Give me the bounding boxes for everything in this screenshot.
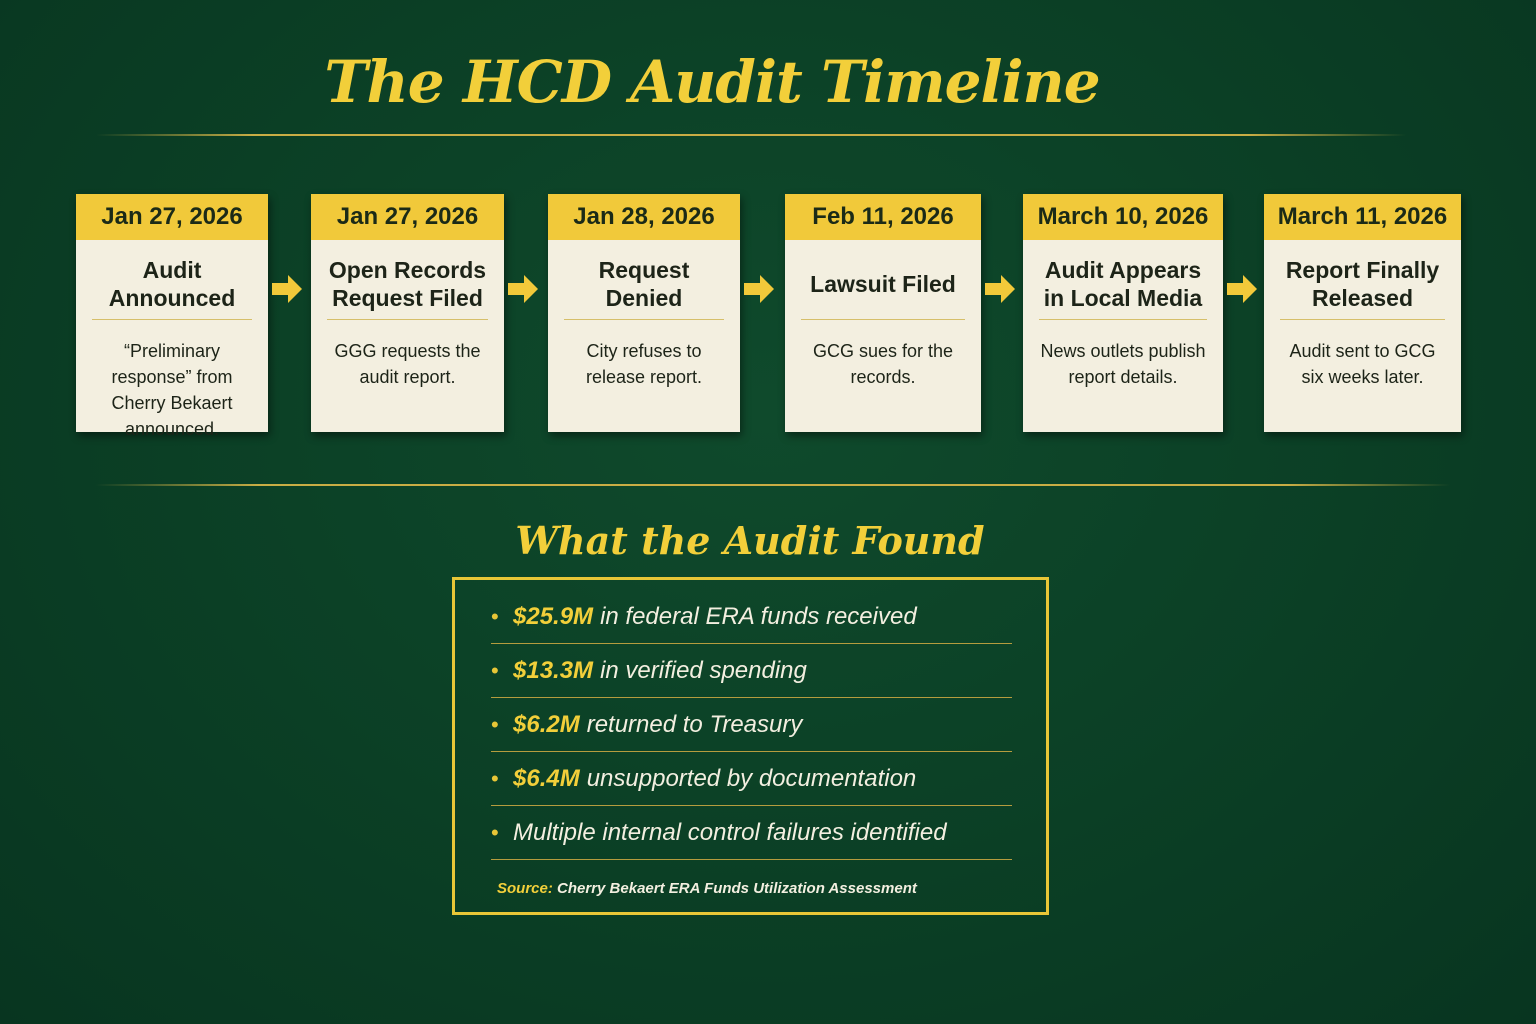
finding-item [491, 752, 1012, 806]
timeline-heading: Request Denied [564, 256, 724, 320]
findings-title: What the Audit Found [515, 518, 985, 563]
finding-item [491, 698, 1012, 752]
source-label: Source: [497, 880, 553, 897]
timeline-description: News outlets publish report details. [1040, 341, 1206, 387]
finding-text: unsupported by documentation [586, 764, 917, 792]
finding-text: in federal ERA funds received [600, 602, 917, 630]
timeline-date: March 10, 2026 [1023, 194, 1223, 240]
timeline-date: March 11, 2026 [1264, 194, 1461, 240]
timeline-description: GGG requests the audit report. [334, 341, 481, 387]
finding-item [491, 590, 1012, 644]
timeline-description: Audit sent to GCG six weeks later. [1289, 341, 1436, 387]
timeline-heading: Report Finally Released [1280, 256, 1445, 320]
finding-amount: $13.3M [513, 656, 594, 684]
timeline-description: City refuses to release report. [585, 341, 703, 387]
timeline-description: “Preliminary response” from Cherry Bekaert announced. [111, 341, 233, 439]
bullet-icon: • [491, 819, 499, 845]
bullet-icon: • [491, 711, 499, 737]
finding-text: returned to Treasury [586, 710, 803, 738]
timeline-card-5 [1023, 194, 1223, 432]
timeline-card-6 [1264, 194, 1461, 432]
bullet-icon: • [491, 603, 499, 629]
bullet-icon: • [491, 657, 499, 683]
top-divider [96, 134, 1406, 136]
timeline-card-4 [785, 194, 981, 432]
finding-amount: $25.9M [513, 602, 594, 630]
timeline-heading: Audit Appears in Local Media [1039, 256, 1207, 320]
arrow-right-icon [1225, 272, 1259, 306]
source-note [497, 880, 917, 897]
middle-divider [96, 484, 1450, 486]
finding-text: in verified spending [600, 656, 807, 684]
timeline-heading: Audit Announced [92, 256, 252, 320]
finding-amount: $6.2M [513, 710, 580, 738]
timeline-card-3 [548, 194, 740, 432]
timeline-card-1 [76, 194, 268, 439]
timeline-date: Feb 11, 2026 [785, 194, 981, 240]
timeline-card-2 [311, 194, 504, 432]
timeline-date: Jan 27, 2026 [311, 194, 504, 240]
arrow-right-icon [506, 272, 540, 306]
finding-item [491, 644, 1012, 698]
timeline-heading: Open Records Request Filed [327, 256, 488, 320]
arrow-right-icon [983, 272, 1017, 306]
timeline-heading: Lawsuit Filed [801, 256, 965, 320]
findings-box [452, 577, 1049, 915]
page-title: The HCD Audit Timeline [324, 48, 1100, 116]
finding-item [491, 806, 1012, 860]
arrow-right-icon [270, 272, 304, 306]
finding-text: Multiple internal control failures identified [513, 818, 947, 846]
bullet-icon: • [491, 765, 499, 791]
timeline-date: Jan 28, 2026 [548, 194, 740, 240]
timeline-date: Jan 27, 2026 [76, 194, 268, 240]
finding-amount: $6.4M [513, 764, 580, 792]
source-text: Cherry Bekaert ERA Funds Utilization Assessment [557, 880, 917, 897]
arrow-right-icon [742, 272, 776, 306]
timeline-description: GCG sues for the records. [812, 341, 954, 387]
